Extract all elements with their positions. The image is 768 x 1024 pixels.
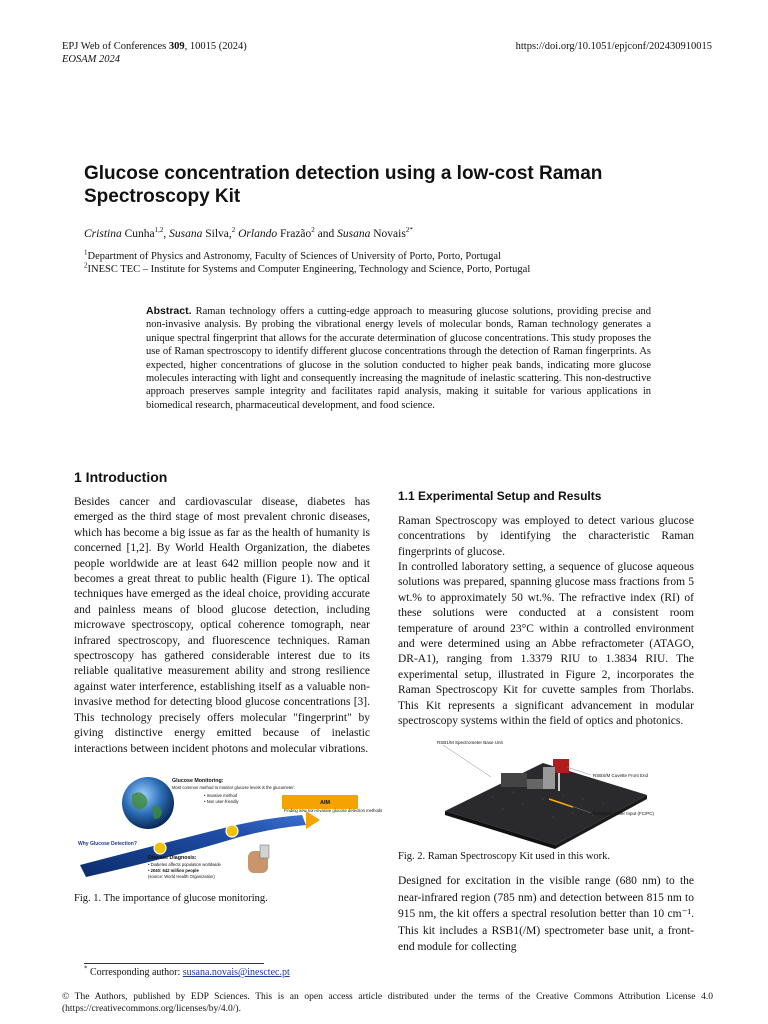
doi-link[interactable]: https://doi.org/10.1051/epjconf/202430910015 [515, 41, 712, 52]
svg-text:• Diabetes affects population: • Diabetes affects population worldwide [148, 862, 221, 867]
abstract-label: Abstract. [146, 305, 192, 317]
setup-paragraph-3: Designed for excitation in the visible range (680 nm) to the near-infrared region (785 nm) and detection between 815 nm to 915 nm, the kit offers a spectral resolution better than 10 cm⁻¹. This kit includes a RSB1(/M) spectrometer base unit, a front-end module for collecting [398, 875, 694, 954]
license-notice: © The Authors, published by EDP Sciences. This is an open access article distributed under the terms of the Creative Commons Attribution License 4.0 (https://creativecommons.org/licenses/by/4.0/). [62, 992, 713, 1014]
introduction-paragraph: Besides cancer and cardiovascular disease, diabetes has emerged as the third stage of most prevalent chronic diseases, which has become a big issue as far as the health of humanity is concerned [1,2]. By World Health Organization, the diabetes people worldwide are at least 642 million people now and it becomes a great threat to public health (Figure 1). The optical techniques have emerged as the ideal choice, providing accurate and painless means of blood glucose detection, including microwave spectroscopy, optical coherence tomograph, near infrared spectroscopy, and fluorescence techniques. Raman spectroscopy has gathered considerable interest due to its reliable qualitative measurement ability and strong resilience against water interference, establishing itself as a valuable non-invasive method for detecting blood glucose concentrations [3]. This technology precisely offers molecular "fingerprint" by giving distinctive energy emitted because of inelastic interactions between incident photons and molecular vibrations. [74, 496, 370, 755]
svg-text:AIM: AIM [320, 800, 331, 806]
svg-text:Disease Diagnosis:: Disease Diagnosis: [148, 855, 197, 861]
corresponding-email-link[interactable]: susana.novais@inesctec.pt [182, 967, 290, 978]
setup-paragraph-1: Raman Spectroscopy was employed to detect various glucose concentrations by identifying the characteristic Raman fingerprints of glucose. [398, 515, 694, 558]
svg-text:Why Glucose Detection?: Why Glucose Detection? [78, 841, 137, 847]
footnote-rule [84, 963, 264, 964]
svg-text:Glucose Monitoring:: Glucose Monitoring: [172, 778, 224, 784]
paper-title: Glucose concentration detection using a low-cost Raman Spectroscopy Kit [84, 163, 603, 207]
affiliation-1: $^1$Department of Physics and Astronomy, Faculty of Sciences of University of Porto, Porto, Portugal [84, 248, 501, 262]
svg-text:Excitation Laser Input (FC/PC): Excitation Laser Input (FC/PC) [593, 811, 655, 816]
svg-text:• 2040: 642 million people: • 2040: 642 million people [148, 868, 199, 873]
figure-2-image [433, 737, 655, 847]
globe-icon [122, 777, 174, 829]
svg-text:• Non user-friendly: • Non user-friendly [204, 799, 239, 804]
figure-2-caption: Fig. 2. Raman Spectroscopy Kit used in this work. [398, 851, 611, 862]
figure-1-caption: Fig. 1. The importance of glucose monitoring. [74, 893, 268, 904]
svg-text:RSBS/M Cuvette Front End: RSBS/M Cuvette Front End [593, 773, 649, 778]
abstract-text: Raman technology offers a cutting-edge approach to measuring glucose solutions, providing precise and non-invasive analysis. By probing the vibrational energy levels of molecular bonds, Raman technology generates a unique spectral fingerprint that allows for the accurate determination of glucose concentrations. This study proposes the use of Raman spectroscopy to identify different glucose concentrations through the detection of Raman fingerprints. As expected, higher concentrations of glucose in the solution conducted to higher peak bands, indicating more glucose molecules interacting with light and consequently increasing the magnitude of inelastic scattering. This non-destructive approach preserves sample integrity and facilitates rapid analysis, making it suitable for various applications in biomedical research, pharmaceutical development, and food science. [146, 306, 652, 411]
spectrometer-base-unit [501, 773, 527, 787]
journal-citation: EPJ Web of Conferences 309, 10015 (2024) [62, 41, 247, 52]
svg-text:(source: World Health Organiza: (source: World Health Organization) [148, 874, 215, 879]
setup-paragraph-2: In controlled laboratory setting, a sequence of glucose aqueous solutions was prepared, spanning glucose mass fractions from 5 wt.% to approximately 50 wt.%. The refractive index (RI) of these solutions were conducted at a consistent room temperature of around 23°C within a controlled environment and were determined using an Abbe refractometer (ATAGO, DR-A1), ranging from 1.3379 RIU to 1.3834 RIU. The experimental setup, illustrated in Figure 2, incorporates the Raman Spectroscopy Kit for cuvette samples from Thorlabs. This Kit represents a significant advancement in modular spectroscopy systems within the field of optics and photonics. [398, 561, 694, 728]
svg-text:Most common method to monitor: Most common method to monitor glucose levels is the glucometer: [172, 785, 295, 790]
raman-kit-photo [433, 737, 655, 847]
conference-name: EOSAM 2024 [62, 54, 121, 65]
author: Cristina Cunha$^{1,2}$, [84, 226, 170, 240]
svg-text:RSB1/M Spectrometer Base Unit: RSB1/M Spectrometer Base Unit [437, 740, 503, 745]
section-heading-introduction: 1 Introduction [74, 469, 168, 485]
figure-1-image [74, 773, 383, 883]
glucose-monitoring-diagram [74, 773, 383, 883]
section-heading-experimental-setup: 1.1 Experimental Setup and Results [398, 489, 602, 503]
abstract [146, 305, 651, 412]
svg-text:Finding new non-invasive gluco: Finding new non-invasive glucose detection methods [284, 808, 383, 813]
glucometer-icon [260, 845, 269, 858]
author: Susana Novais$^{2*}$ [337, 226, 413, 240]
footnote: * Corresponding author: susana.novais@inesctec.pt [84, 964, 290, 978]
author: Orlando Frazão$^2$ and [238, 226, 338, 240]
cuvette-front-end [553, 759, 569, 773]
affiliation-2: $^2$INESC TEC – Institute for Systems and Computer Engineering, Technology and Science, Porto, Portugal [84, 261, 531, 275]
author-list [84, 228, 413, 240]
author: Susana Silva,$^2$ [169, 226, 236, 240]
svg-text:• Invasive method: • Invasive method [204, 793, 238, 798]
